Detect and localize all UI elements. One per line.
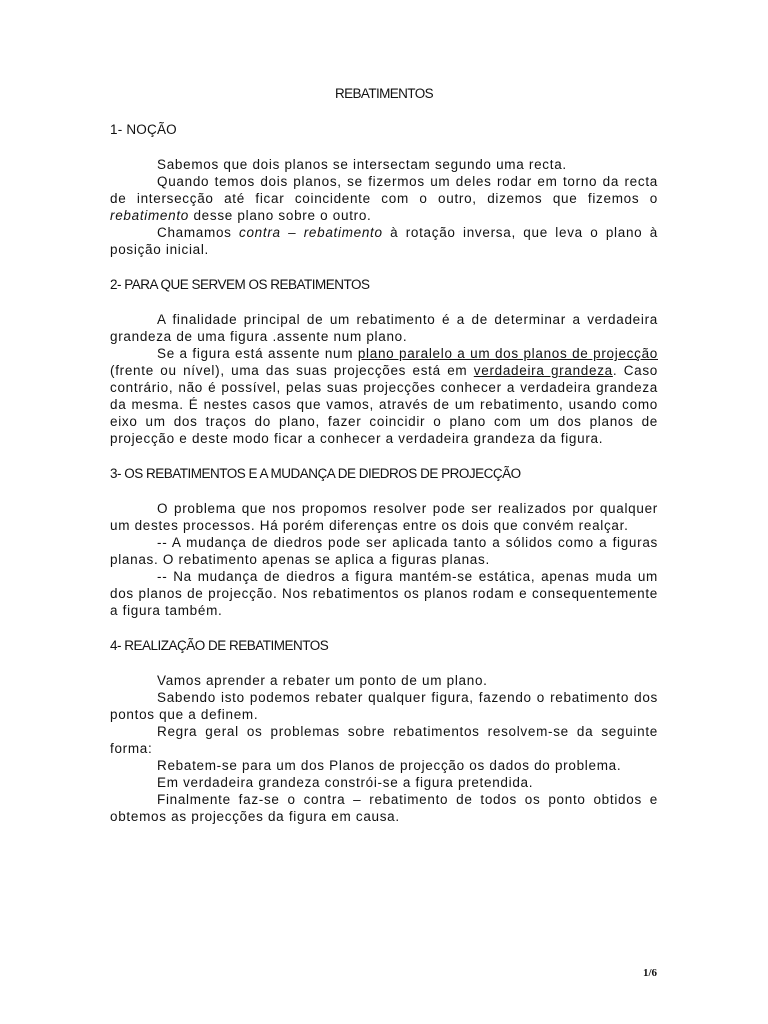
section-heading-para-que-servem: 2- PARA QUE SERVEM OS REBATIMENTOS bbox=[110, 277, 370, 292]
text-run: à rotação inversa, que leva o plano à posição inicial. bbox=[110, 225, 658, 257]
text-run: (frente ou nível), uma das suas projecções está em bbox=[110, 363, 468, 378]
paragraph: Finalmente faz-se o contra – rebatimento de todos os ponto obtidos e obtemos as projecções da figura em causa. bbox=[110, 792, 658, 824]
text-run: Quando temos dois planos, se fizermos um deles rodar em torno da recta de intersecção até ficar coincidente com o outro, dizemos que fizemos o bbox=[110, 174, 658, 206]
paragraph: O problema que nos propomos resolver pode ser realizados por qualquer um destes processos. Há porém diferenças entre os dois que convém realçar. bbox=[110, 501, 658, 533]
text-run: Chamamos bbox=[157, 225, 232, 240]
paragraph: Rebatem-se para um dos Planos de projecção os dados do problema. bbox=[157, 758, 622, 773]
underlined-text: verdadeira grandeza bbox=[473, 363, 613, 378]
section-heading-realizacao: 4- REALIZAÇÃO DE REBATIMENTOS bbox=[110, 638, 329, 653]
text-run: Se a figura está assente num bbox=[157, 346, 354, 361]
paragraph: -- A mudança de diedros pode ser aplicada tanto a sólidos como a figuras planas. O rebatimento apenas se aplica a figuras planas. bbox=[110, 535, 658, 567]
paragraph: Vamos aprender a rebater um ponto de um plano. bbox=[157, 673, 488, 688]
text-run: desse plano sobre o outro. bbox=[193, 208, 372, 223]
emphasis-text: rebatimento bbox=[110, 208, 189, 223]
paragraph bbox=[110, 345, 658, 447]
underlined-text: plano paralelo a um dos planos de projecção bbox=[357, 346, 658, 361]
section-heading-nocao: 1- NOÇÃO bbox=[110, 122, 177, 137]
paragraph bbox=[110, 224, 658, 258]
paragraph: -- Na mudança de diedros a figura mantém-se estática, apenas muda um dos planos de projecção. Nos rebatimentos os planos rodam e consequentemente a figura também. bbox=[110, 569, 658, 618]
section-heading-mudanca-de-diedros: 3- OS REBATIMENTOS E A MUDANÇA DE DIEDROS DE PROJECÇÃO bbox=[110, 466, 521, 481]
emphasis-text: contra – rebatimento bbox=[239, 225, 383, 240]
paragraph: Regra geral os problemas sobre rebatimentos resolvem-se da seguinte forma: bbox=[110, 724, 658, 756]
document-page bbox=[110, 86, 658, 825]
document-title: REBATIMENTOS bbox=[334, 86, 434, 101]
page-number: 1/6 bbox=[642, 967, 657, 979]
paragraph: A finalidade principal de um rebatimento é a de determinar a verdadeira grandeza de uma figura .assente num plano. bbox=[110, 312, 658, 344]
paragraph: Sabendo isto podemos rebater qualquer figura, fazendo o rebatimento dos pontos que a definem. bbox=[110, 690, 658, 722]
paragraph: Sabemos que dois planos se intersectam segundo uma recta. bbox=[157, 157, 567, 172]
text-run: . Caso contrário, não é possível, pelas suas projecções conhecer a verdadeira grandeza da mesma. É nestes casos que vamos, através de um rebatimento, usando como eixo um dos traços do plano, fazer coincidir o plano com um dos planos de projecção e deste modo ficar a conhecer a verdadeira grandeza da figura. bbox=[110, 363, 659, 446]
paragraph bbox=[110, 173, 658, 224]
paragraph: Em verdadeira grandeza constrói-se a figura pretendida. bbox=[157, 775, 534, 790]
